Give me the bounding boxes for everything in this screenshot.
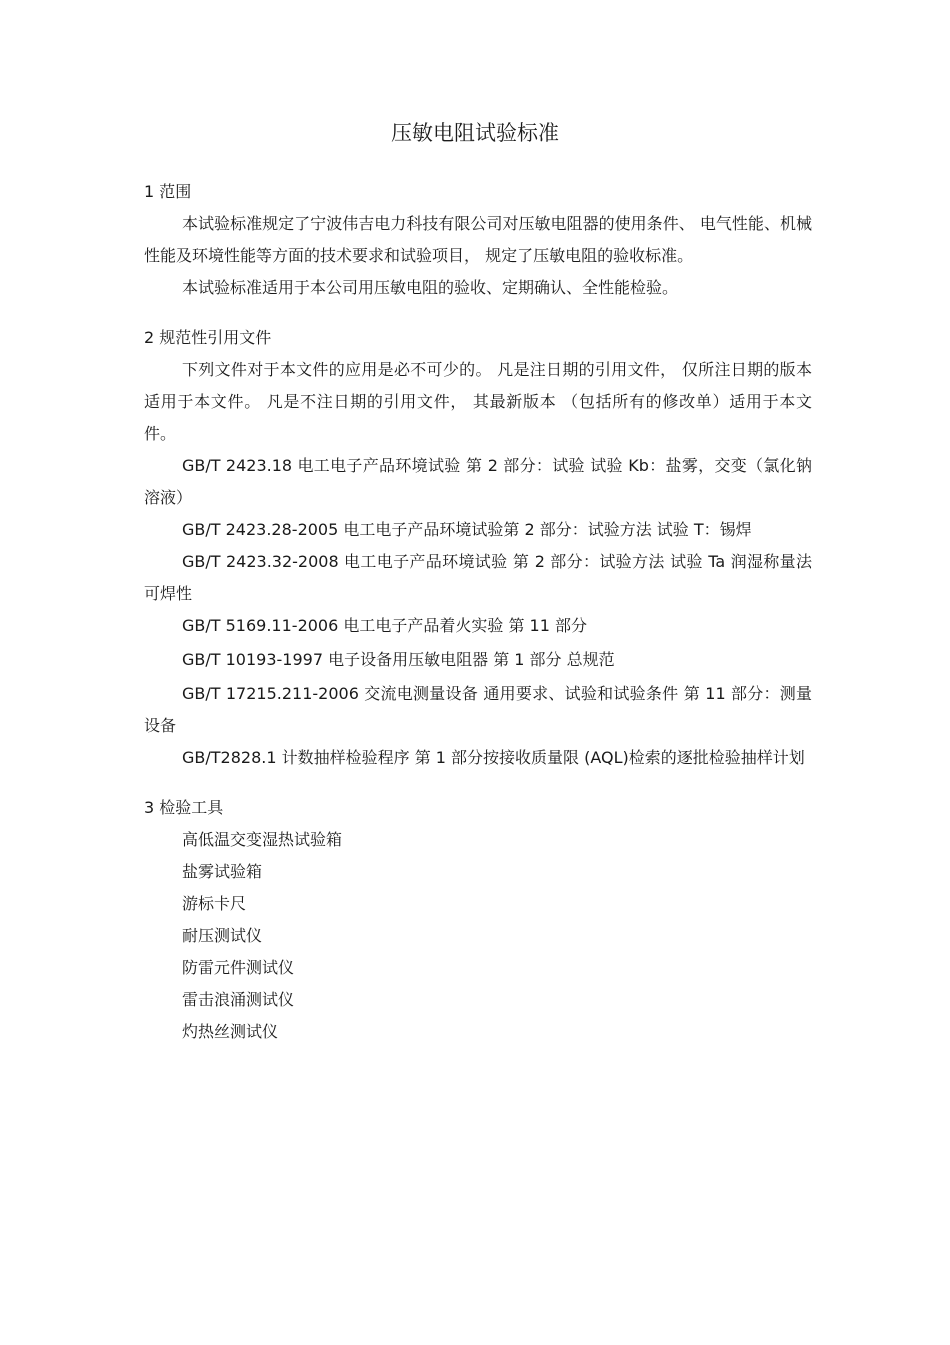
- section-scope: [144, 176, 812, 304]
- document-body: [144, 176, 812, 1048]
- document-title: 压敏电阻试验标准: [391, 121, 559, 145]
- reference-item: GB/T 17215.211-2006 交流电测量设备 通用要求、试验和试验条件 第 11 部分：测量设备: [144, 684, 812, 735]
- tool-item: 耐压测试仪: [182, 926, 263, 945]
- tool-item: 盐雾试验箱: [182, 862, 263, 881]
- section-references: [144, 322, 812, 774]
- tool-item: 灼热丝测试仪: [182, 1022, 279, 1041]
- scope-paragraph: 本试验标准适用于本公司用压敏电阻的验收、定期确认、全性能检验。: [182, 278, 679, 297]
- scope-paragraph: 本试验标准规定了宁波伟吉电力科技有限公司对压敏电阻器的使用条件、 电气性能、机械性能及环境性能等方面的技术要求和试验项目， 规定了压敏电阻的验收标准。: [144, 214, 812, 265]
- section-heading-scope: 1 范围: [144, 182, 192, 201]
- reference-item: GB/T2828.1 计数抽样检验程序 第 1 部分按接收质量限 (AQL)检索的逐批检验抽样计划: [182, 748, 805, 767]
- references-intro: 下列文件对于本文件的应用是必不可少的。 凡是注日期的引用文件， 仅所注日期的版本适用于本文件。 凡是不注日期的引用文件， 其最新版本 （包括所有的修改单）适用于本文件。: [144, 360, 812, 443]
- tool-item: 高低温交变湿热试验箱: [182, 830, 343, 849]
- reference-item: GB/T 2423.28-2005 电工电子产品环境试验第 2 部分：试验方法 试验 T：锡焊: [182, 520, 752, 539]
- section-tools: [144, 792, 812, 1048]
- section-heading-references: 2 规范性引用文件: [144, 328, 272, 347]
- reference-item: GB/T 2423.18 电工电子产品环境试验 第 2 部分：试验 试验 Kb：盐雾，交变（氯化钠溶液）: [144, 456, 812, 507]
- tool-item: 雷击浪涌测试仪: [182, 990, 295, 1009]
- reference-item: GB/T 2423.32-2008 电工电子产品环境试验 第 2 部分：试验方法 试验 Ta 润湿称量法可焊性: [144, 552, 812, 603]
- section-heading-tools: 3 检验工具: [144, 798, 224, 817]
- tool-item: 游标卡尺: [182, 894, 247, 913]
- tool-item: 防雷元件测试仪: [182, 958, 295, 977]
- reference-item: GB/T 5169.11-2006 电工电子产品着火实验 第 11 部分: [182, 616, 587, 635]
- reference-item: GB/T 10193-1997 电子设备用压敏电阻器 第 1 部分 总规范: [182, 650, 615, 669]
